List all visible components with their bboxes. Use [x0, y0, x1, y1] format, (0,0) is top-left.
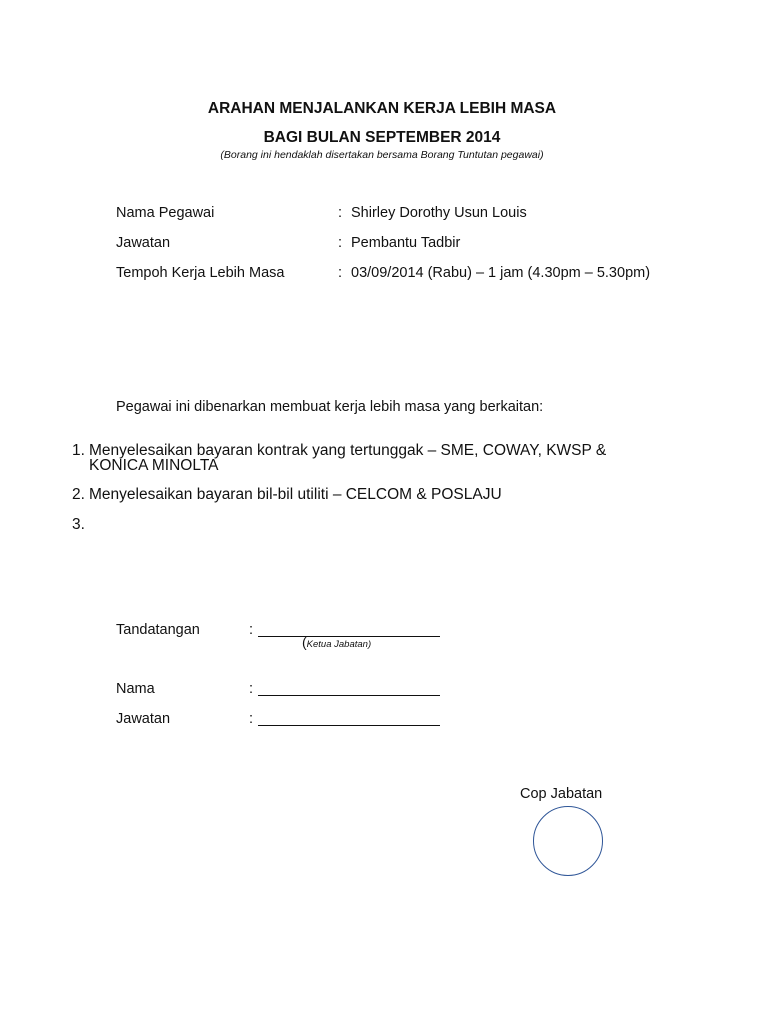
info-value: Shirley Dorothy Usun Louis — [351, 205, 527, 221]
signature-label: Nama — [116, 681, 155, 697]
list-item — [0, 486, 768, 506]
signature-colon: : — [249, 622, 254, 638]
signature-label: Tandatangan — [116, 622, 200, 638]
list-item-number: 2. — [72, 486, 85, 503]
list-item-text-continued: KONICA MINOLTA — [89, 457, 219, 474]
signature-row-jawatan — [0, 711, 768, 731]
position-line[interactable] — [258, 711, 440, 726]
name-line[interactable] — [258, 681, 440, 696]
info-label: Nama Pegawai — [116, 205, 215, 221]
info-label: Jawatan — [116, 235, 171, 251]
info-row-jawatan — [0, 235, 768, 255]
signature-label: Jawatan — [116, 711, 171, 727]
info-label: Tempoh Kerja Lebih Masa — [116, 265, 285, 281]
list-item-number: 3. — [72, 516, 85, 533]
info-row-tempoh — [0, 265, 768, 285]
info-colon: : — [338, 265, 343, 281]
note-open-paren: ( — [302, 634, 307, 650]
info-value: Pembantu Tadbir — [351, 235, 461, 251]
list-item — [0, 516, 768, 536]
list-item-text: Menyelesaikan bayaran bil-bil utiliti – CELCOM & POSLAJU — [89, 486, 502, 503]
list-item-number: 1. — [72, 442, 85, 459]
info-row-nama-pegawai — [0, 205, 768, 225]
note-text: Ketua Jabatan) — [306, 639, 372, 650]
page-subtitle-month: BAGI BULAN SEPTEMBER 2014 — [263, 129, 501, 146]
signature-note — [302, 634, 371, 650]
signature-row-tandatangan — [0, 622, 768, 642]
list-item-text: Menyelesaikan bayaran kontrak yang tertunggak – SME, COWAY, KWSP & — [89, 442, 607, 459]
stamp-circle-icon — [533, 806, 603, 876]
info-value: 03/09/2014 (Rabu) – 1 jam (4.30pm – 5.30pm) — [351, 265, 651, 281]
page-title: ARAHAN MENJALANKAN KERJA LEBIH MASA — [207, 100, 557, 117]
signature-row-nama — [0, 681, 768, 701]
form-instruction-note: (Borang ini hendaklah disertakan bersama Borang Tuntutan pegawai) — [220, 149, 544, 161]
info-colon: : — [338, 205, 343, 221]
intro-paragraph: Pegawai ini dibenarkan membuat kerja lebih masa yang berkaitan: — [116, 399, 544, 415]
list-item — [0, 442, 768, 478]
info-colon: : — [338, 235, 343, 251]
signature-colon: : — [249, 681, 254, 697]
signature-colon: : — [249, 711, 254, 727]
stamp-label: Cop Jabatan — [520, 786, 603, 802]
